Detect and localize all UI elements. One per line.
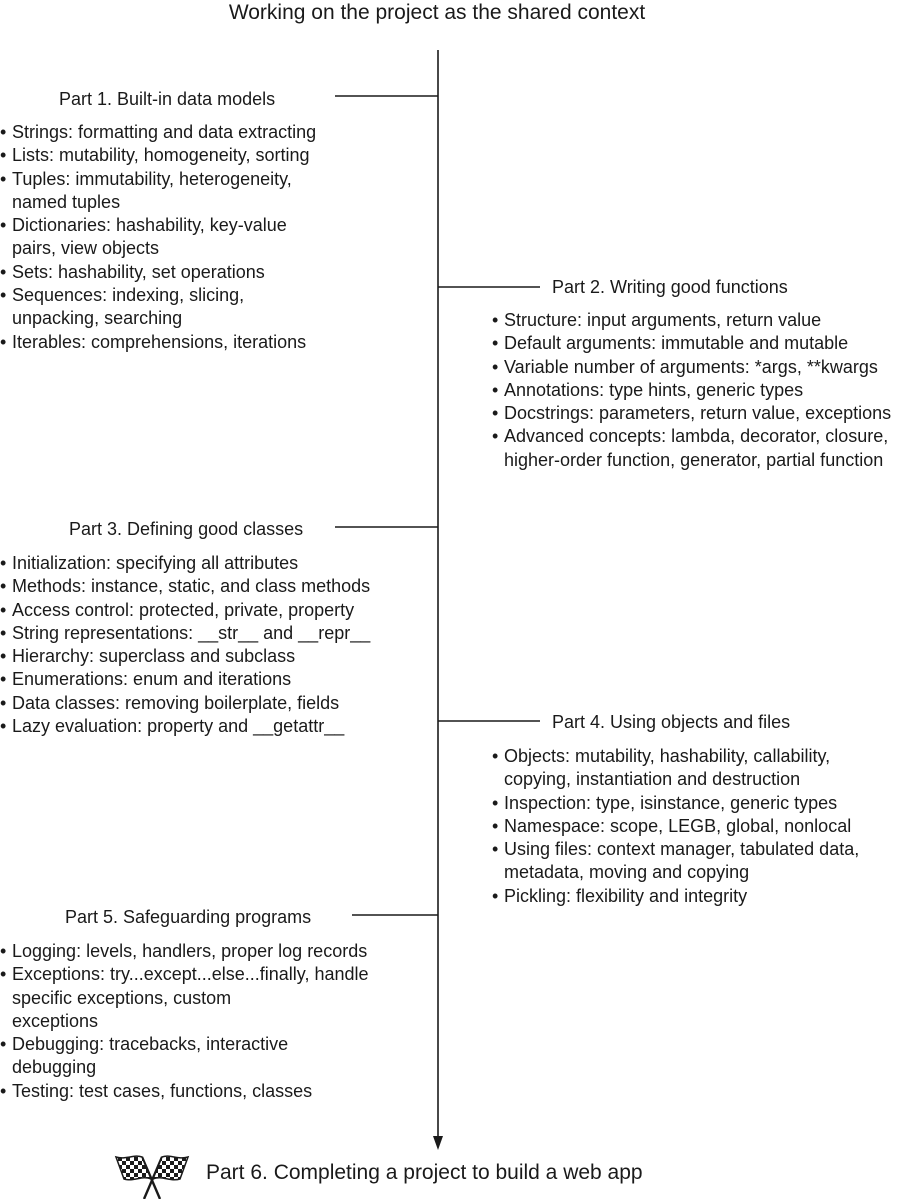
- bullet-text: metadata, moving and copying: [504, 862, 750, 883]
- bullet-text: • Namespace: scope, LEGB, global, nonlocal: [504, 815, 852, 836]
- bullet-text: • Default arguments: immutable and mutable: [504, 333, 849, 354]
- bullet-item: [492, 792, 859, 815]
- bullet-item: [0, 599, 370, 622]
- bullet-text: • String representations: __str__ and __repr__: [12, 622, 371, 643]
- bullet-item: [0, 645, 370, 668]
- bullet-text: • Strings: formatting and data extracting: [12, 122, 317, 142]
- part-3-bullets: [0, 552, 370, 738]
- bullet-text: debugging: [12, 1057, 97, 1078]
- part-5-title: Part 5. Safeguarding programs: [65, 907, 312, 927]
- bullet-item: [0, 622, 370, 645]
- part-2-bullets: [492, 309, 891, 472]
- part-4-bullets: [492, 745, 859, 908]
- bullet-text: • Structure: input arguments, return value: [504, 310, 822, 330]
- bullet-text: • Exceptions: try...except...else...finally, handle: [12, 964, 369, 985]
- bullet-text: • Access control: protected, private, property: [12, 599, 355, 620]
- bullet-item: [0, 668, 370, 691]
- bullet-text: specific exceptions, custom: [12, 987, 232, 1008]
- bullet-item: [0, 552, 370, 575]
- bullet-text: • Methods: instance, static, and class methods: [12, 576, 371, 597]
- bullet-text: • Tuples: immutability, heterogeneity,: [12, 168, 292, 189]
- bullet-text: • Lazy evaluation: property and __getattr__: [12, 716, 345, 737]
- bullet-text: • Hierarchy: superclass and subclass: [12, 646, 296, 667]
- bullet-text: • Inspection: type, isinstance, generic types: [504, 792, 838, 813]
- bullet-item: [0, 940, 369, 963]
- bullet-text: pairs, view objects: [12, 238, 160, 259]
- diagram-title: Working on the project as the shared context: [228, 1, 646, 24]
- bullet-item: [492, 815, 859, 838]
- bullet-text: • Annotations: type hints, generic types: [504, 379, 804, 400]
- bullet-item: [0, 331, 316, 354]
- bullet-item: [492, 838, 859, 885]
- part-1-title: Part 1. Built-in data models: [59, 89, 276, 109]
- checkered-flags-icon: [114, 1153, 190, 1199]
- bullet-text: • Sets: hashability, set operations: [12, 261, 265, 282]
- bullet-item: [492, 745, 859, 792]
- bullet-text: • Pickling: flexibility and integrity: [504, 885, 748, 906]
- bullet-item: [0, 284, 316, 331]
- bullet-text: • Data classes: removing boilerplate, fields: [12, 692, 340, 713]
- part-1-bullets: [0, 121, 316, 354]
- bullet-text: named tuples: [12, 191, 121, 212]
- part-5-bullets: [0, 940, 369, 1103]
- bullet-item: [0, 575, 370, 598]
- bullet-text: higher-order function, generator, partial function: [504, 449, 884, 470]
- part-4-title: Part 4. Using objects and files: [552, 712, 791, 732]
- bullet-text: • Objects: mutability, hashability, callability,: [504, 746, 831, 766]
- bullet-item: [492, 885, 859, 908]
- bullet-item: [0, 121, 316, 144]
- bullet-text: copying, instantiation and destruction: [504, 769, 801, 790]
- bullet-item: [0, 168, 316, 215]
- part-6-title: Part 6. Completing a project to build a web app: [206, 1161, 643, 1184]
- bullet-text: • Testing: test cases, functions, classes: [12, 1080, 313, 1101]
- bullet-text: • Logging: levels, handlers, proper log records: [12, 941, 368, 961]
- bullet-text: • Advanced concepts: lambda, decorator, closure,: [504, 426, 889, 447]
- bullet-item: [0, 1080, 369, 1103]
- bullet-text: exceptions: [12, 1010, 99, 1031]
- bullet-text: • Using files: context manager, tabulated data,: [504, 839, 860, 860]
- timeline-arrowhead: [433, 1136, 443, 1150]
- bullet-text: • Enumerations: enum and iterations: [12, 669, 292, 690]
- bullet-text: • Sequences: indexing, slicing,: [12, 285, 245, 306]
- bullet-text: • Debugging: tracebacks, interactive: [12, 1034, 289, 1055]
- bullet-item: [492, 425, 891, 472]
- bullet-item: [0, 261, 316, 284]
- part-2-title: Part 2. Writing good functions: [552, 277, 788, 297]
- bullet-text: • Dictionaries: hashability, key-value: [12, 215, 287, 236]
- bullet-item: [492, 356, 891, 379]
- bullet-item: [492, 309, 891, 332]
- bullet-text: unpacking, searching: [12, 308, 183, 329]
- bullet-text: • Initialization: specifying all attributes: [12, 553, 299, 573]
- bullet-text: • Docstrings: parameters, return value, exceptions: [504, 403, 892, 424]
- bullet-item: [492, 379, 891, 402]
- bullet-text: • Lists: mutability, homogeneity, sorting: [12, 145, 310, 166]
- bullet-item: [0, 144, 316, 167]
- part-3-title: Part 3. Defining good classes: [69, 519, 304, 539]
- bullet-item: [492, 332, 891, 355]
- bullet-item: [0, 1033, 369, 1080]
- bullet-text: • Iterables: comprehensions, iterations: [12, 331, 307, 352]
- bullet-item: [0, 692, 370, 715]
- bullet-text: • Variable number of arguments: *args, **kwargs: [504, 356, 878, 377]
- bullet-item: [0, 214, 316, 261]
- bullet-item: [0, 715, 370, 738]
- bullet-item: [0, 963, 369, 1033]
- bullet-item: [492, 402, 891, 425]
